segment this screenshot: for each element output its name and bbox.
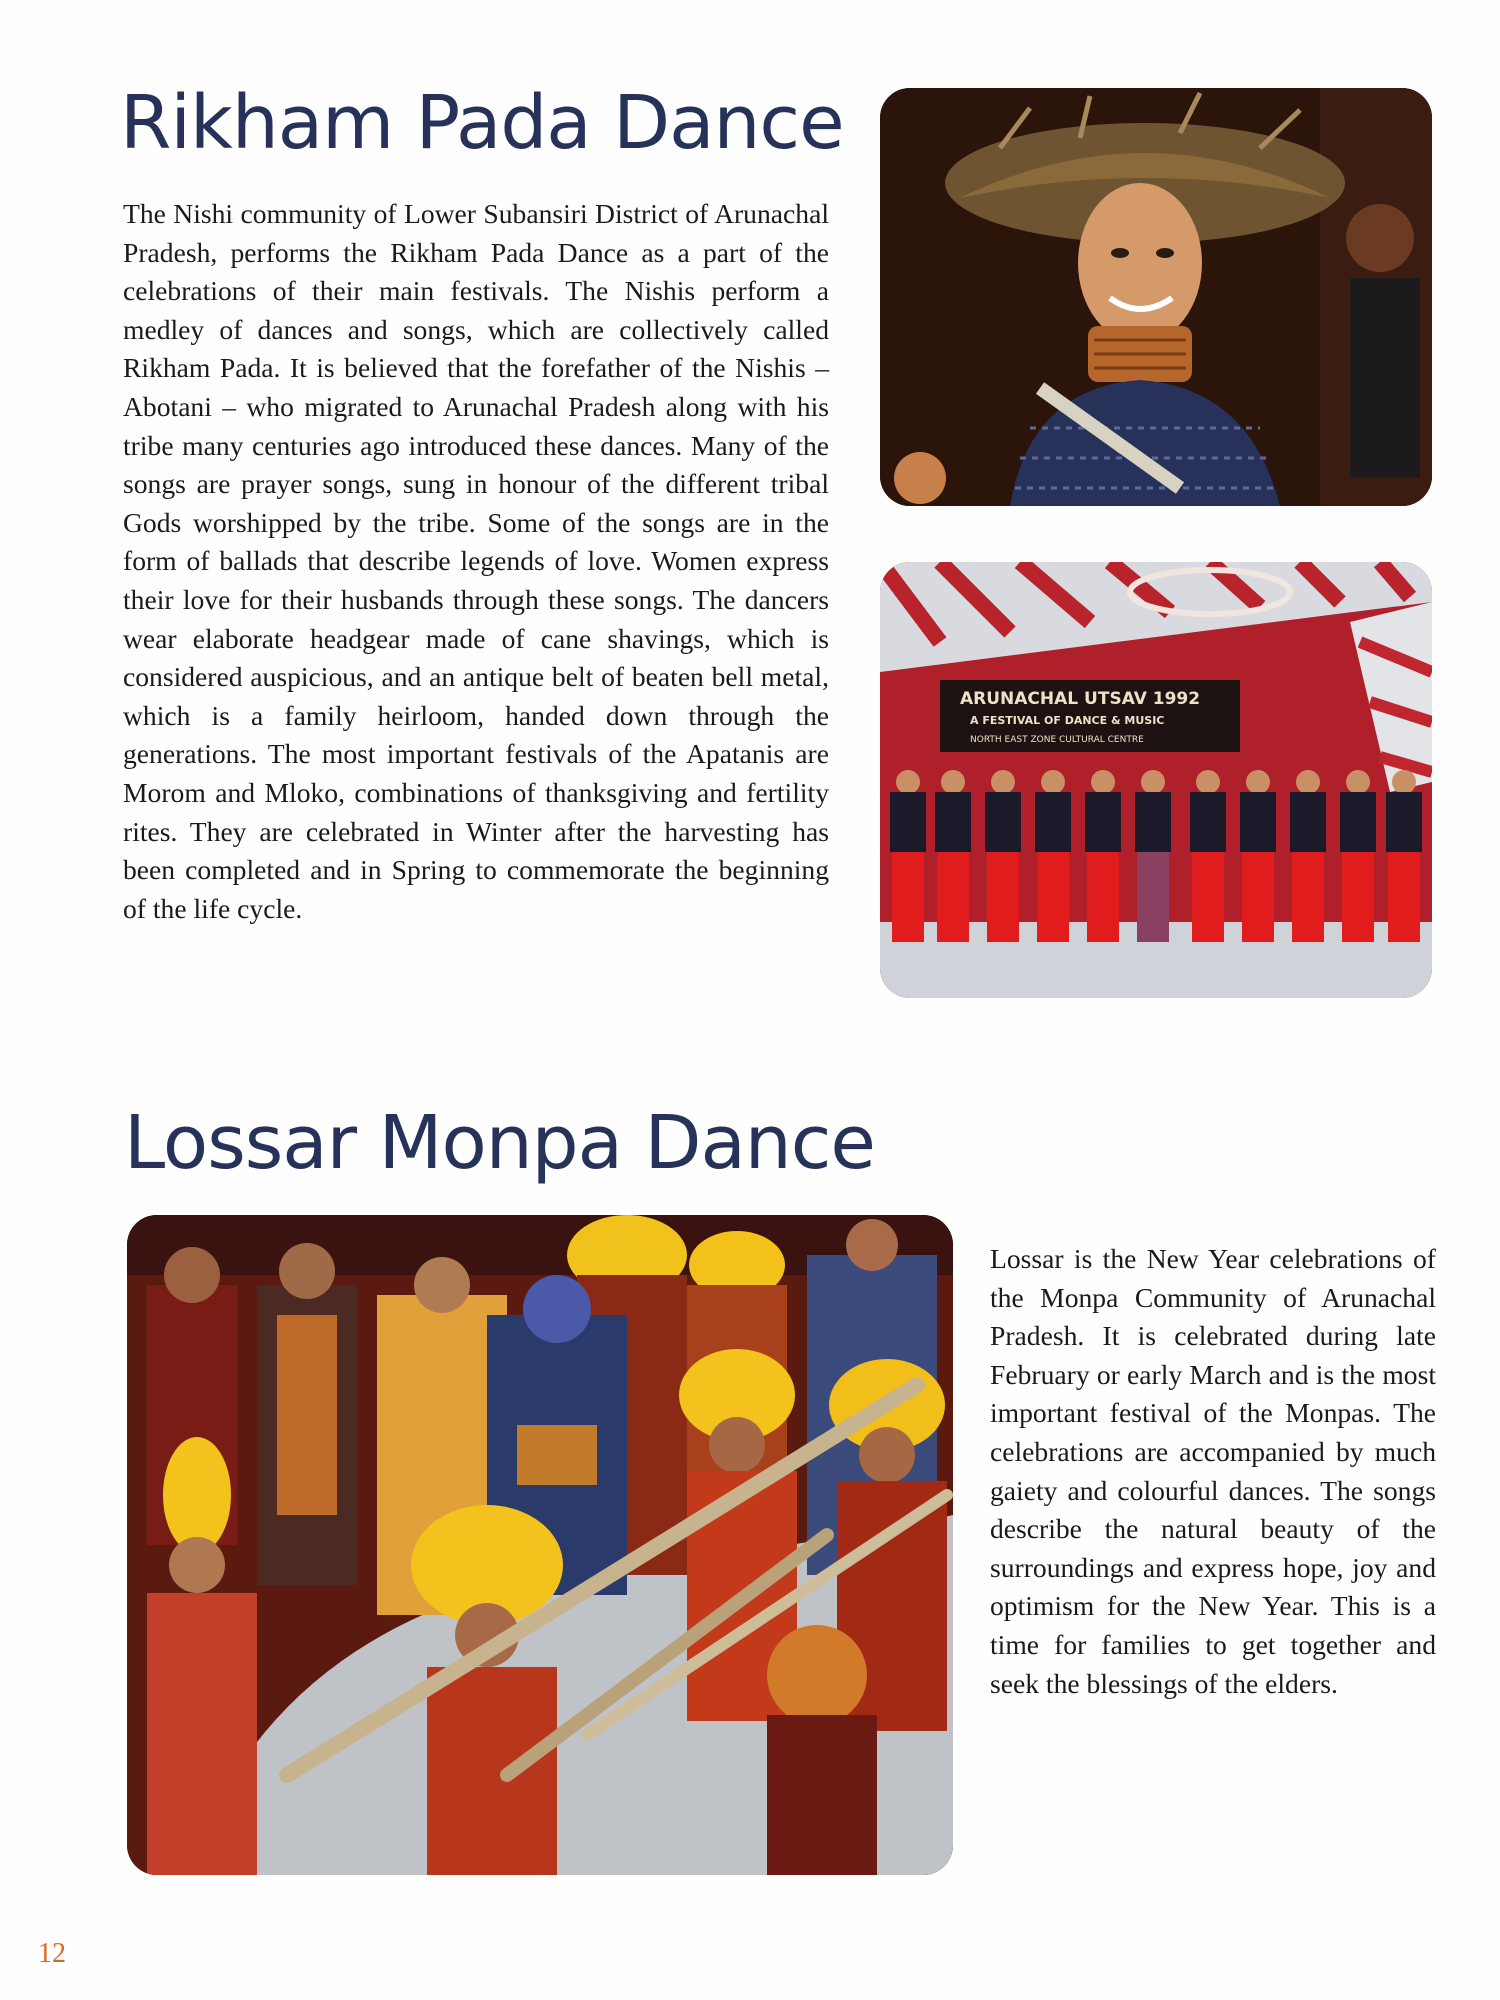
photo-nishi-dancer — [880, 88, 1432, 506]
stage-banner-line2: A FESTIVAL OF DANCE & MUSIC — [970, 714, 1165, 727]
lossar-monpa-description: Lossar is the New Year celebrations of the Monpa Community of Arunachal Pradesh. It is celebrated during late February or early March and is the most important festival of the Monpas. The celebrations are accompanied by much gaiety and colourful dances. The songs describe the natural beauty of the surroundings and express hope, joy and optimism for the New Year. This is a time for families to get together and seek the blessings of the elders. — [990, 1243, 1436, 1699]
page-number: 12 — [38, 1938, 66, 1969]
stage-banner-line1: ARUNACHAL UTSAV 1992 — [960, 689, 1201, 709]
rikham-pada-description: The Nishi community of Lower Subansiri District of Arunachal Pradesh, performs the Rikham Pada Dance as a part of the celebrations of their main festivals. The Nishis perform a medley of dances and songs, which are collectively called Rikham Pada. It is believed that the forefather of the Nishis –Abotani – who migrated to Arunachal Pradesh along with his tribe many centuries ago introduced these dances. Many of the songs are prayer songs, sung in honour of the different tribal Gods worshipped by the tribe. Some of the songs are in the form of ballads that describe legends of love. Women express their love for their husbands through these songs. The dancers wear elaborate headgear made of cane shavings, which is considered auspicious, and an antique belt of beaten bell metal, which is a family heirloom, handed down through the generations. The most important festivals of the Apatanis are Morom and Mloko, combinations of thanksgiving and fertility rites. They are celebrated in Winter after the harvesting has been completed and in Spring to commemorate the beginning of the life cycle. — [123, 198, 829, 924]
section-title-rikham-pada-dance: Rikham Pada Dance — [120, 80, 844, 166]
section-title-lossar-monpa-dance: Lossar Monpa Dance — [124, 1100, 875, 1186]
photo-monpa-monks — [127, 1215, 953, 1875]
stage-banner-line3: NORTH EAST ZONE CULTURAL CENTRE — [970, 735, 1144, 745]
photo-stage-performance — [880, 562, 1432, 998]
